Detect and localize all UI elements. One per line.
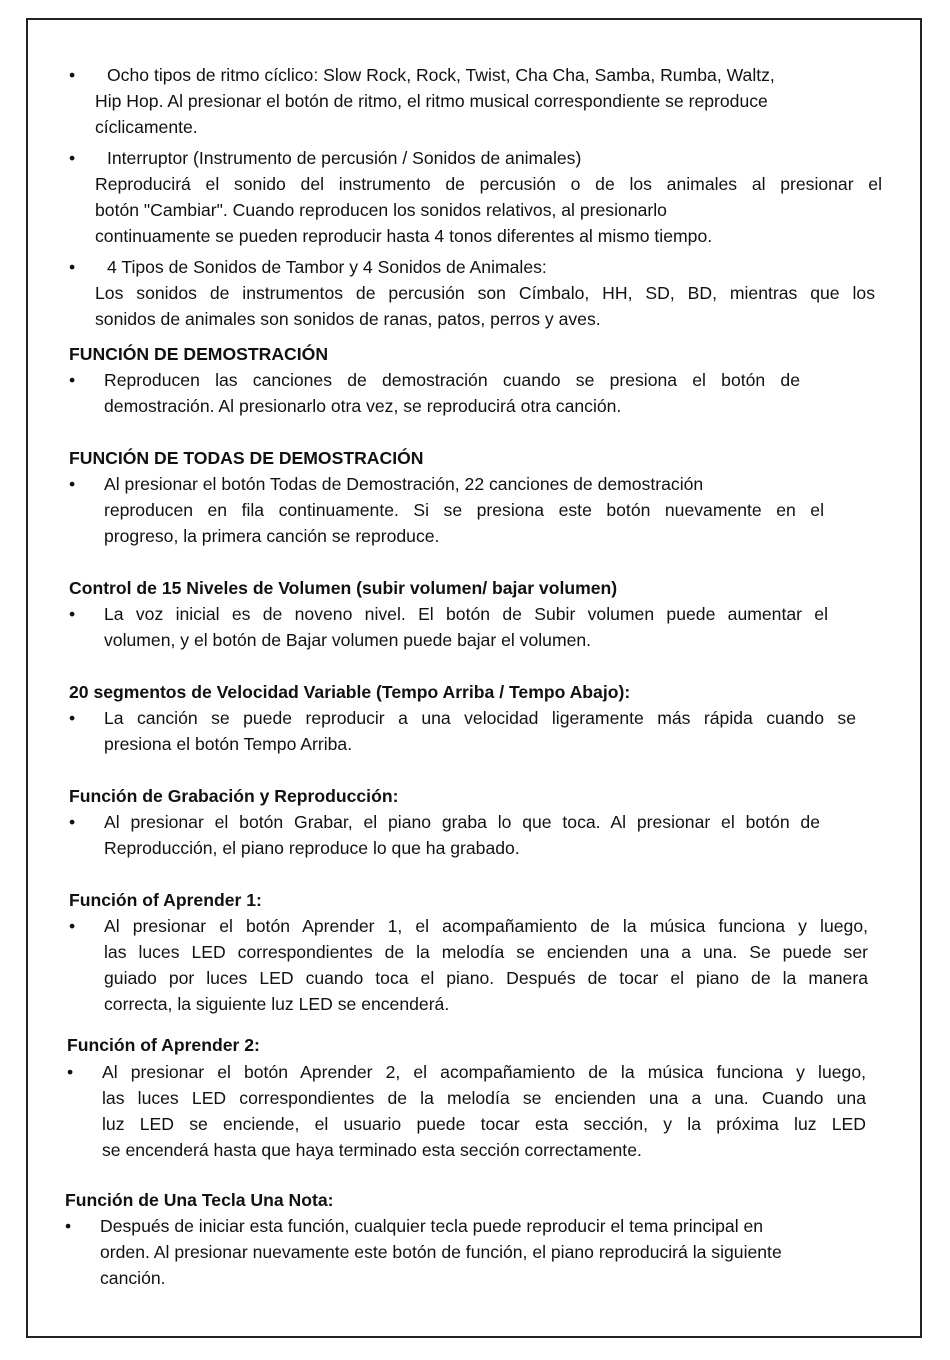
list-item-todas — [69, 471, 889, 551]
bullet-icon: • — [69, 812, 76, 832]
item-text-line: las luces LED correspondientes de la melodía se encienden una a una. Se puede ser — [104, 942, 868, 962]
item-text-line: 4 Tipos de Sonidos de Tambor y 4 Sonidos de Animales: — [107, 257, 547, 277]
item-text-line: presiona el botón Tempo Arriba. — [104, 734, 353, 754]
item-text-line: Reproducen las canciones de demostración cuando se presiona el botón de — [104, 370, 800, 390]
item-text-line: volumen, y el botón de Bajar volumen puede bajar el volumen. — [104, 630, 592, 650]
item-text-line: orden. Al presionar nuevamente este botón de función, el piano reproducirá la siguiente — [100, 1242, 782, 1262]
bullet-icon: • — [69, 604, 76, 624]
bullet-icon: • — [67, 1062, 74, 1082]
item-text-line: sonidos de animales son sonidos de ranas, patos, perros y aves. — [95, 309, 601, 329]
list-item-aprender1 — [69, 913, 889, 1019]
item-text-line: La voz inicial es de noveno nivel. El botón de Subir volumen puede aumentar el — [104, 604, 828, 624]
bullet-icon: • — [69, 474, 76, 494]
bullet-icon: • — [69, 148, 76, 168]
bullet-icon: • — [69, 708, 76, 728]
bullet-icon: • — [65, 1216, 72, 1236]
item-text-line: Hip Hop. Al presionar el botón de ritmo, el ritmo musical correspondiente se reproduce — [95, 91, 768, 111]
list-item-volumen — [69, 601, 889, 655]
list-item-grabacion — [69, 809, 889, 863]
list-item-ritmo — [69, 62, 889, 142]
item-text-line: Interruptor (Instrumento de percusión / Sonidos de animales) — [107, 148, 582, 168]
item-text-line: se encenderá hasta que haya terminado esta sección correctamente. — [102, 1140, 642, 1160]
bullet-icon: • — [69, 370, 76, 390]
item-text-line: La canción se puede reproducir a una velocidad ligeramente más rápida cuando se — [104, 708, 856, 728]
section-heading-demo: FUNCIÓN DE DEMOSTRACIÓN — [69, 344, 329, 364]
item-text-line: las luces LED correspondientes de la melodía se encienden una a una. Cuando una — [102, 1088, 866, 1108]
list-item-tambor — [69, 254, 889, 334]
item-text-line: progreso, la primera canción se reproduce. — [104, 526, 440, 546]
list-item-interruptor — [69, 145, 889, 251]
item-text-line: luz LED se enciende, el usuario puede tocar esta sección, y la próxima luz LED — [102, 1114, 866, 1134]
section-heading-aprender1: Función of Aprender 1: — [69, 890, 262, 910]
item-text-line: cíclicamente. — [95, 117, 198, 137]
item-text-line: reproducen en fila continuamente. Si se presiona este botón nuevamente en el — [104, 500, 824, 520]
item-text-line: guiado por luces LED cuando toca el piano. Después de tocar el piano de la manera — [104, 968, 868, 988]
list-item-tempo — [69, 705, 889, 759]
item-text-line: Al presionar el botón Aprender 1, el acompañamiento de la música funciona y luego, — [104, 916, 868, 936]
bullet-icon: • — [69, 916, 76, 936]
section-heading-unatecla: Función de Una Tecla Una Nota: — [65, 1190, 334, 1210]
list-item-aprender2 — [67, 1059, 887, 1165]
item-text-line: continuamente se pueden reproducir hasta 4 tonos diferentes al mismo tiempo. — [95, 226, 713, 246]
section-heading-aprender2: Función of Aprender 2: — [67, 1035, 260, 1055]
item-text-line: Al presionar el botón Aprender 2, el acompañamiento de la música funciona y luego, — [102, 1062, 866, 1082]
list-item-unatecla — [65, 1213, 885, 1293]
bullet-icon: • — [69, 65, 76, 85]
list-item-demo — [69, 367, 889, 421]
section-heading-tempo: 20 segmentos de Velocidad Variable (Tempo Arriba / Tempo Abajo): — [69, 682, 631, 702]
item-text-line: Reproducción, el piano reproduce lo que ha grabado. — [104, 838, 520, 858]
item-text-line: Ocho tipos de ritmo cíclico: Slow Rock, Rock, Twist, Cha Cha, Samba, Rumba, Waltz, — [107, 65, 775, 85]
item-text-line: Los sonidos de instrumentos de percusión son Címbalo, HH, SD, BD, mientras que los — [95, 283, 875, 303]
item-text-line: Reproducirá el sonido del instrumento de percusión o de los animales al presionar el — [95, 174, 882, 194]
section-heading-grabacion: Función de Grabación y Reproducción: — [69, 786, 399, 806]
item-text-line: Al presionar el botón Todas de Demostración, 22 canciones de demostración — [104, 474, 704, 494]
item-text-line: canción. — [100, 1268, 166, 1288]
item-text-line: Al presionar el botón Grabar, el piano graba lo que toca. Al presionar el botón de — [104, 812, 820, 832]
item-text-line: demostración. Al presionarlo otra vez, se reproducirá otra canción. — [104, 396, 622, 416]
section-heading-volumen: Control de 15 Niveles de Volumen (subir volumen/ bajar volumen) — [69, 578, 618, 598]
item-text-line: botón "Cambiar". Cuando reproducen los sonidos relativos, al presionarlo — [95, 200, 667, 220]
item-text-line: Después de iniciar esta función, cualquier tecla puede reproducir el tema principal en — [100, 1216, 764, 1236]
section-heading-todas: FUNCIÓN DE TODAS DE DEMOSTRACIÓN — [69, 448, 424, 468]
bullet-icon: • — [69, 257, 76, 277]
item-text-line: correcta, la siguiente luz LED se encenderá. — [104, 994, 450, 1014]
